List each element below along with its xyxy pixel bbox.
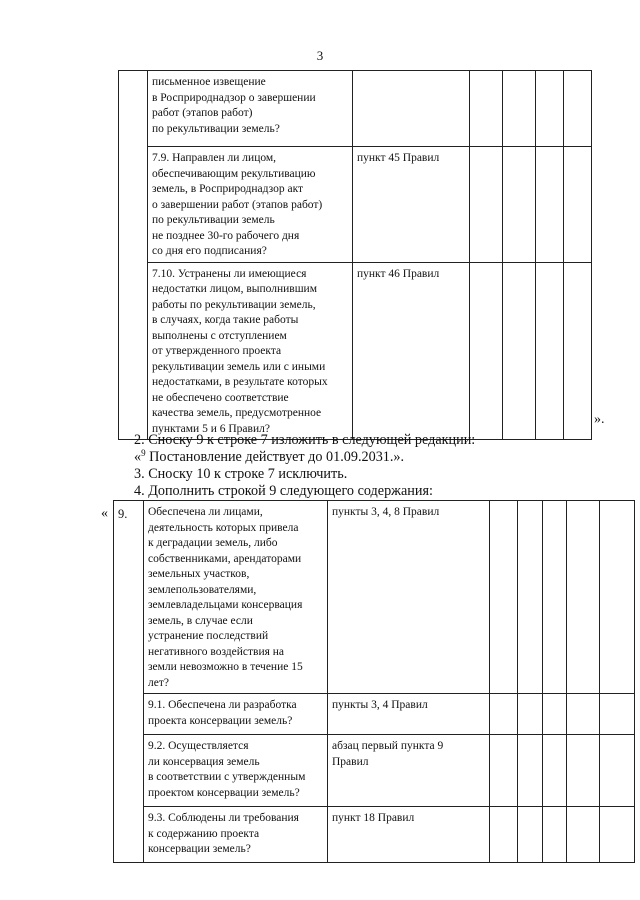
- table-row: [119, 147, 592, 263]
- answer-cell: [503, 71, 536, 147]
- closing-quote: ».: [594, 412, 605, 427]
- answer-cell: [536, 262, 564, 440]
- table-row: [114, 807, 635, 863]
- instruction-item-2: 2. Сноску 9 к строке 7 изложить в следующей редакции:: [134, 432, 476, 448]
- reference-cell: пункт 46 Правил: [353, 262, 470, 440]
- question-cell: 9.2. Осуществляется ли консервация земель в соответствии с утвержденным проектом консервации земель?: [144, 735, 328, 807]
- question-cell: 9.3. Соблюдены ли требования к содержанию проекта консервации земель?: [144, 807, 328, 863]
- note-cell: [600, 735, 635, 807]
- answer-cell: [490, 694, 518, 735]
- answer-cell: [490, 501, 518, 694]
- reference-cell: пункты 3, 4 Правил: [328, 694, 490, 735]
- answer-cell: [503, 147, 536, 263]
- note-cell: [564, 262, 592, 440]
- answer-cell: [503, 262, 536, 440]
- row-number-cell: [119, 71, 148, 440]
- answer-cell: [536, 71, 564, 147]
- answer-cell: [490, 735, 518, 807]
- table-row: [114, 694, 635, 735]
- question-cell: письменное извещение в Росприроднадзор о завершении работ (этапов работ) по рекультивации земель?: [148, 71, 353, 147]
- answer-cell: [470, 147, 503, 263]
- answer-cell: [518, 807, 543, 863]
- question-cell: 7.10. Устранены ли имеющиеся недостатки лицом, выполнившим работы по рекультивации земель, в случаях, когда такие работы выполнены с отступлением от утвержденного проекта рекультивации земель или с иными недостатками, в результате которых не обеспечено соответствие качества земель, предусмотренное пунктами 5 и 6 Правил?: [148, 262, 353, 440]
- note-cell: [600, 807, 635, 863]
- table-row: [114, 735, 635, 807]
- answer-cell: [543, 735, 567, 807]
- answer-cell: [567, 694, 600, 735]
- answer-cell: [470, 71, 503, 147]
- page-number: 3: [316, 48, 324, 63]
- answer-cell: [567, 735, 600, 807]
- note-cell: [564, 71, 592, 147]
- question-cell: Обеспечена ли лицами, деятельность которых привела к деградации земель, либо собственниками, арендаторами земельных участков, землепользователями, землевладельцами консервация земель, в случае если устранение последствий негативного воздействия на земли невозможно в течение 15 лет?: [144, 501, 328, 694]
- answer-cell: [490, 807, 518, 863]
- answer-cell: [536, 147, 564, 263]
- reference-cell: пункт 45 Правил: [353, 147, 470, 263]
- reference-cell: абзац первый пункта 9 Правил: [328, 735, 490, 807]
- question-cell: 7.9. Направлен ли лицом, обеспечивающим рекультивацию земель, в Росприроднадзор акт о завершении работ (этапов работ) по рекультивации земель не позднее 30-го рабочего дня со дня его подписания?: [148, 147, 353, 263]
- table-row: [119, 262, 592, 440]
- checklist-table-continuation: [118, 70, 592, 440]
- answer-cell: [518, 735, 543, 807]
- answer-cell: [543, 807, 567, 863]
- answer-cell: [518, 694, 543, 735]
- footnote-text: «$^9$ Постановление действует до 01.09.2031.».: [134, 448, 405, 465]
- table-row: [114, 501, 635, 694]
- answer-cell: [543, 694, 567, 735]
- note-cell: [600, 694, 635, 735]
- instruction-item-4: 4. Дополнить строкой 9 следующего содержания:: [134, 483, 433, 499]
- checklist-table-row-9: [113, 500, 635, 863]
- answer-cell: [470, 262, 503, 440]
- note-cell: [564, 147, 592, 263]
- answer-cell: [567, 807, 600, 863]
- row-number-cell: 9.: [114, 501, 144, 863]
- answer-cell: [567, 501, 600, 694]
- instruction-item-3: 3. Сноску 10 к строке 7 исключить.: [134, 466, 348, 482]
- footnote-mark: 9: [141, 448, 146, 458]
- answer-cell: [518, 501, 543, 694]
- question-cell: 9.1. Обеспечена ли разработка проекта консервации земель?: [144, 694, 328, 735]
- opening-quote: «: [101, 506, 108, 521]
- answer-cell: [543, 501, 567, 694]
- note-cell: [600, 501, 635, 694]
- reference-cell: пункты 3, 4, 8 Правил: [328, 501, 490, 694]
- reference-cell: пункт 18 Правил: [328, 807, 490, 863]
- table-row: [119, 71, 592, 147]
- reference-cell: [353, 71, 470, 147]
